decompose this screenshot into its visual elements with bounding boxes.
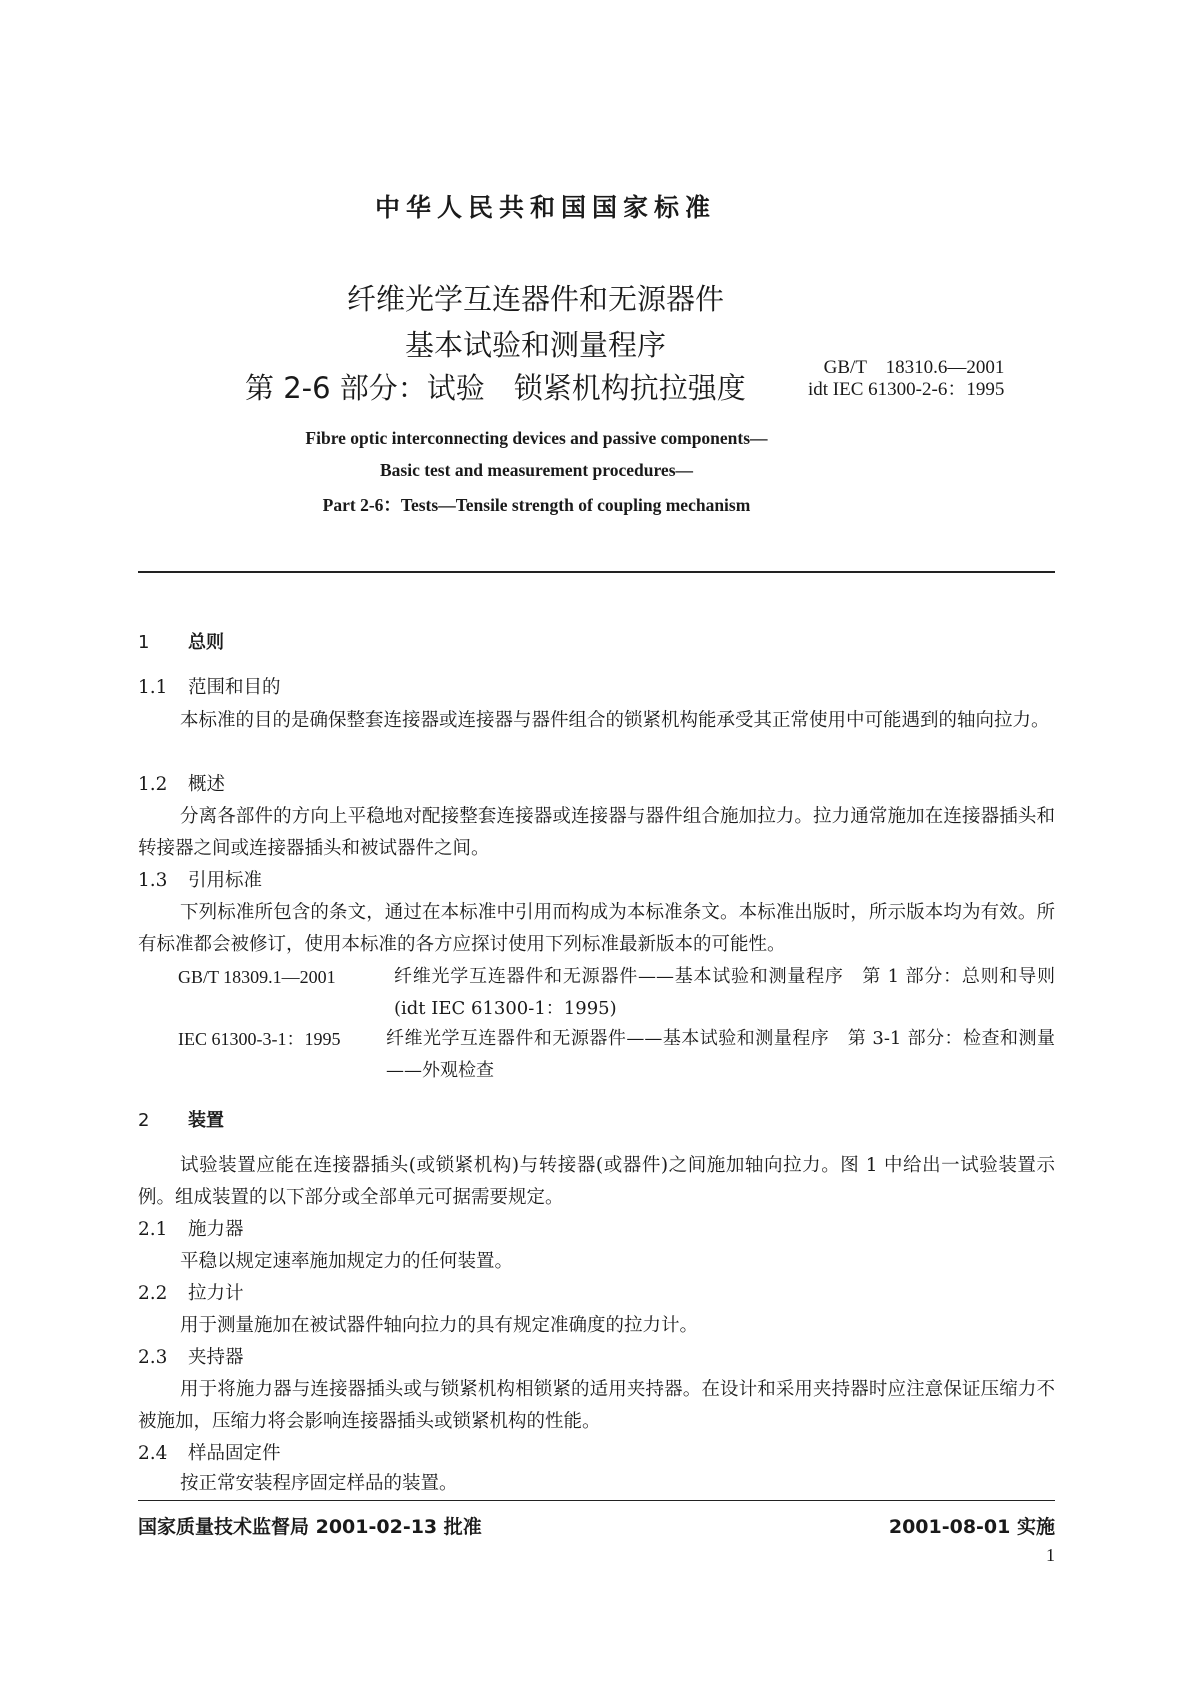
reference-item bbox=[178, 1023, 1055, 1087]
section-title: 施力器 bbox=[188, 1219, 244, 1240]
section-2-4-heading bbox=[138, 1438, 281, 1470]
section-number: 1.3 bbox=[138, 870, 168, 891]
section-title: 拉力计 bbox=[188, 1283, 244, 1304]
implementation-date: 2001-08-01 实施 bbox=[888, 1516, 1055, 1538]
section-1-3-paragraph: 下列标准所包含的条文，通过在本标准中引用而构成为本标准条文。本标准出版时，所示版本均为有效。所有标准都会被修订，使用本标准的各方应探讨使用下列标准最新版本的可能性。 bbox=[138, 902, 1055, 955]
footer-divider bbox=[138, 1500, 1055, 1501]
approval-info: 国家质量技术监督局 2001-02-13 批准 bbox=[138, 1516, 482, 1538]
section-2-2-heading bbox=[138, 1278, 244, 1310]
section-number: 2.1 bbox=[138, 1219, 168, 1240]
reference-code: GB/T 18309.1—2001 bbox=[178, 967, 336, 987]
section-2-1-paragraph: 平稳以规定速率施加规定力的任何装置。 bbox=[180, 1251, 514, 1272]
section-number: 2.2 bbox=[138, 1283, 168, 1304]
section-2-3-paragraph: 用于将施力器与连接器插头或与锁紧机构相锁紧的适用夹持器。在设计和采用夹持器时应注意保证压缩力不被施加，压缩力将会影响连接器插头或锁紧机构的性能。 bbox=[138, 1379, 1055, 1432]
reference-code: IEC 61300-3-1：1995 bbox=[178, 1029, 341, 1049]
section-2-paragraph: 试验装置应能在连接器插头(或锁紧机构)与转接器(或器件)之间施加轴向拉力。图 1 中给出一试验装置示例。组成装置的以下部分或全部单元可据需要规定。 bbox=[138, 1155, 1055, 1208]
section-title: 样品固定件 bbox=[188, 1443, 281, 1464]
title-en-line2: Basic test and measurement procedures— bbox=[379, 460, 694, 480]
section-title: 引用标准 bbox=[188, 870, 263, 891]
title-en-line1: Fibre optic interconnecting devices and passive components— bbox=[305, 428, 768, 448]
section-1-heading bbox=[138, 628, 224, 654]
reference-item bbox=[178, 961, 1055, 1025]
section-title: 装置 bbox=[188, 1110, 224, 1131]
standard-number: GB/T 18310.6—2001 bbox=[823, 357, 1005, 378]
section-number: 1.1 bbox=[138, 677, 168, 698]
national-standard-header: 中华人民共和国国家标准 bbox=[374, 193, 716, 222]
section-2-1-heading bbox=[138, 1214, 244, 1246]
section-2-4-paragraph: 按正常安装程序固定样品的装置。 bbox=[180, 1473, 458, 1494]
section-number: 2 bbox=[138, 1110, 150, 1131]
section-number: 2.4 bbox=[138, 1443, 168, 1464]
section-2-3-heading bbox=[138, 1342, 244, 1374]
reference-title: 纤维光学互连器件和无源器件——基本试验和测量程序 第 3-1 部分：检查和测量——外观检查 bbox=[386, 1028, 1055, 1081]
standard-number-block bbox=[808, 357, 1004, 401]
section-1-2-heading bbox=[138, 769, 225, 801]
section-number: 1.2 bbox=[138, 774, 168, 795]
section-title: 总则 bbox=[188, 632, 224, 653]
section-title: 夹持器 bbox=[188, 1347, 244, 1368]
idt-reference: idt IEC 61300-2-6：1995 bbox=[808, 379, 1005, 400]
section-1-2-paragraph: 分离各部件的方向上平稳地对配接整套连接器或连接器与器件组合施加拉力。拉力通常施加在连接器插头和转接器之间或连接器插头和被试器件之间。 bbox=[138, 806, 1055, 859]
section-2-heading bbox=[138, 1106, 224, 1132]
section-title: 范围和目的 bbox=[188, 677, 281, 698]
section-1-3-heading bbox=[138, 865, 262, 897]
header-divider bbox=[138, 571, 1055, 573]
section-1-1-paragraph: 本标准的目的是确保整套连接器或连接器与器件组合的锁紧机构能承受其正常使用中可能遇到的轴向拉力。 bbox=[180, 710, 1050, 731]
title-cn-line3: 第 2-6 部分：试验 锁紧机构抗拉强度 bbox=[245, 371, 746, 405]
title-cn-line2: 基本试验和测量程序 bbox=[404, 328, 666, 362]
section-1-1-heading bbox=[138, 672, 281, 704]
section-number: 2.3 bbox=[138, 1347, 168, 1368]
title-en-line3: Part 2-6：Tests—Tensile strength of coupling mechanism bbox=[322, 495, 751, 515]
section-number: 1 bbox=[138, 632, 150, 653]
section-2-2-paragraph: 用于测量施加在被试器件轴向拉力的具有规定准确度的拉力计。 bbox=[180, 1315, 699, 1336]
page-number: 1 bbox=[1046, 1545, 1055, 1565]
section-title: 概述 bbox=[188, 774, 226, 795]
title-cn-line1: 纤维光学互连器件和无源器件 bbox=[346, 282, 724, 316]
reference-title: 纤维光学互连器件和无源器件——基本试验和测量程序 第 1 部分：总则和导则(idt IEC 61300-1：1995) bbox=[394, 966, 1055, 1019]
